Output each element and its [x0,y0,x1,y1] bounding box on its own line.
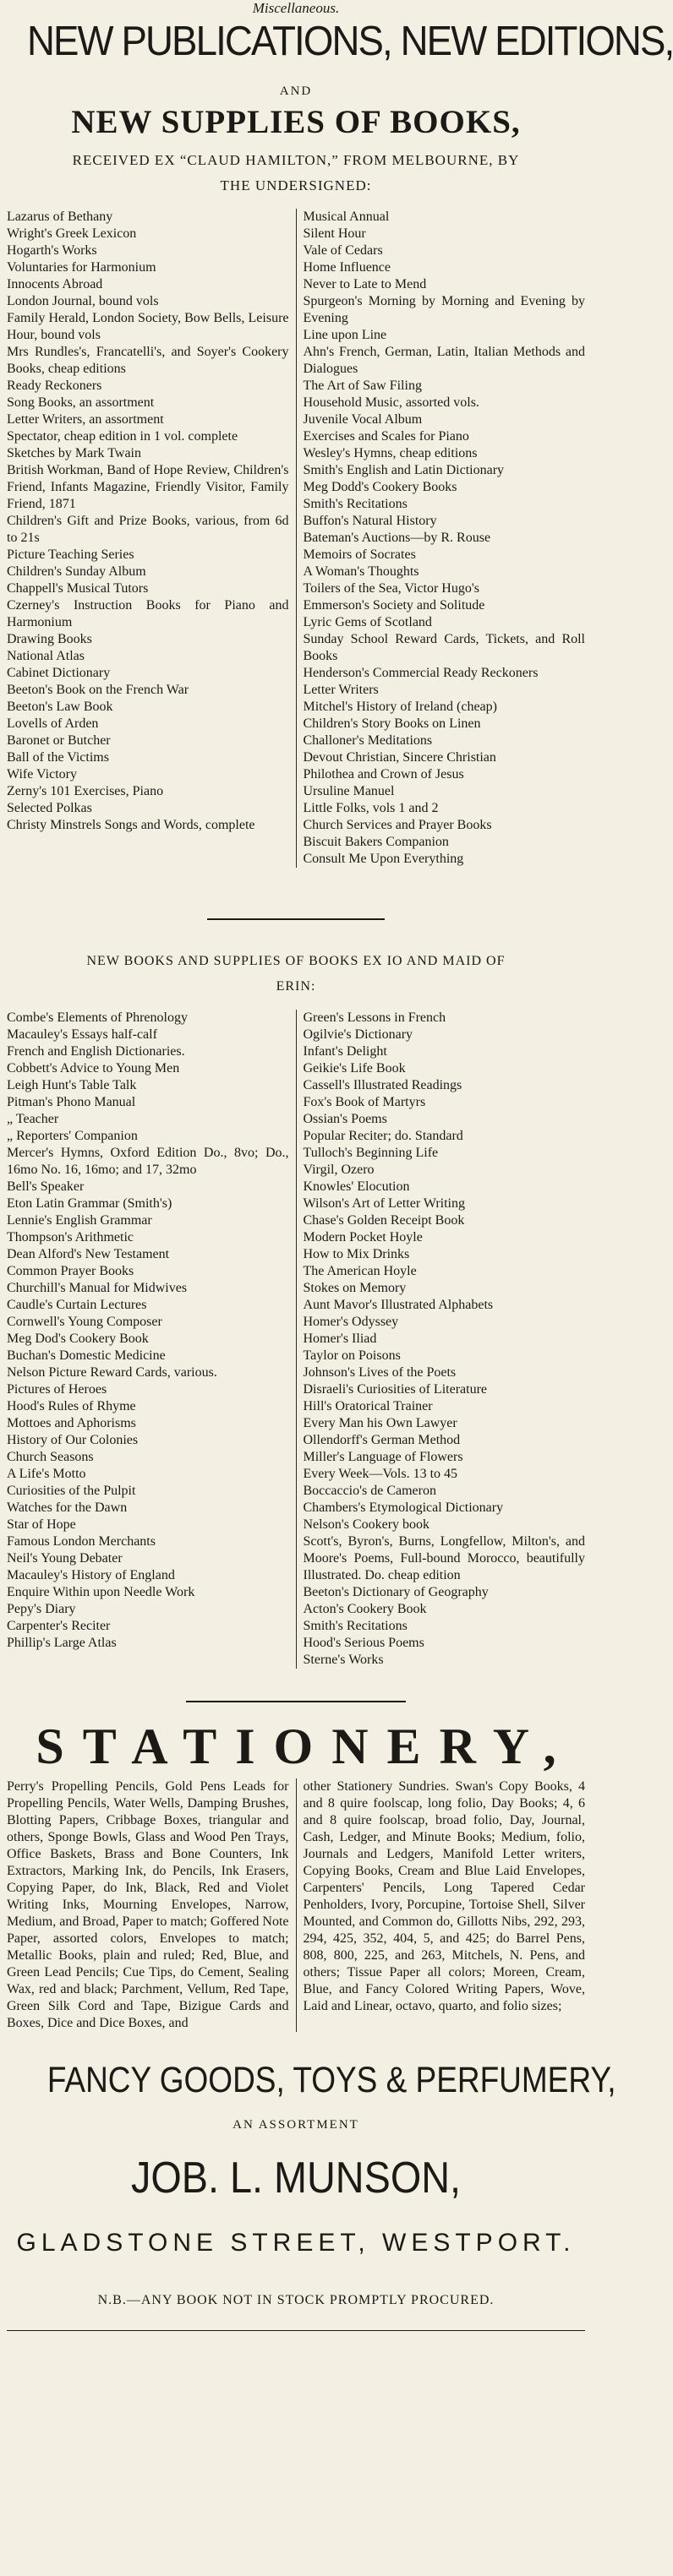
book-list-2 [7,1010,585,1669]
fancy-goods-heading: FANCY GOODS, TOYS & PERFUMERY, [47,2060,616,2100]
book-list-1-right-column [297,209,586,868]
book-list-item: Hogarth's Works [7,243,97,258]
book-list-item: Famous London Merchants [7,1534,156,1549]
book-list-item: Johnson's Lives of the Poets [303,1365,457,1380]
book-list-item: Family Herald, London Society, Bow Bells, Leisure Hour, bound vols [7,311,289,342]
book-list-item: Lazarus of Bethany [7,210,113,224]
book-list-item: National Atlas [7,649,85,663]
book-list-item: Sunday School Reward Cards, Tickets, and Roll Books [303,632,585,663]
book-list-item: Common Prayer Books [7,1264,134,1278]
book-list-item: Wilson's Art of Letter Writing [303,1196,465,1211]
book-list-item: French and English Dictionaries. [7,1044,185,1059]
book-list-item: Church Services and Prayer Books [303,818,492,832]
book-list-item: Ossian's Poems [303,1112,387,1126]
book-list-item: Homer's Iliad [303,1332,377,1346]
book-list-item: Cassell's Illustrated Readings [303,1078,462,1092]
book-list-item: Watches for the Dawn [7,1500,128,1515]
book-list-item: Acton's Cookery Book [303,1602,427,1616]
book-list-item: Church Seasons [7,1450,94,1464]
and-text: AND [279,84,313,98]
book-list-item: Chambers's Etymological Dictionary [303,1500,504,1515]
footer-note: N.B.—ANY BOOK NOT IN STOCK PROMPTLY PROCURED. [97,2293,495,2307]
book-list-item: Cobbett's Advice to Young Men [7,1061,180,1076]
book-list-item: Disraeli's Curiosities of Literature [303,1382,487,1397]
section-2-heading-line-2: ERIN: [276,979,316,994]
book-list-item: Memoirs of Socrates [303,547,416,562]
book-list-item: Exercises and Scales for Piano [303,429,469,444]
book-list-item: How to Mix Drinks [303,1247,410,1261]
book-list-item: Home Influence [303,260,391,275]
book-list-item: Geikie's Life Book [303,1061,406,1076]
book-list-item: Hood's Serious Poems [303,1636,424,1650]
received-line [7,148,585,199]
book-list-item: Bell's Speaker [7,1179,85,1194]
book-list-item: Hood's Rules of Rhyme [7,1399,136,1413]
book-list-item: Christy Minstrels Songs and Words, complete [7,818,255,832]
book-list-item: Neil's Young Debater [7,1551,123,1566]
book-list-item: Smith's Recitations [303,1619,408,1633]
book-list-item: Philothea and Crown of Jesus [303,767,464,782]
book-list-item: „ Reporters' Companion [7,1129,138,1143]
book-list-item: Infant's Delight [303,1044,387,1059]
book-list-item: Challoner's Meditations [303,733,433,748]
book-list-item: Ursuline Manuel [303,784,395,798]
book-list-item: Drawing Books [7,632,92,646]
book-list-item: Lovells of Arden [7,716,99,731]
proprietor-name: JOB. L. MUNSON, [130,2154,462,2203]
book-list-item: Boccaccio's de Cameron [303,1484,436,1498]
section-2-heading-line-1: NEW BOOKS AND SUPPLIES OF BOOKS EX IO AND MAID OF [86,954,506,968]
book-list-item: Sterne's Works [303,1653,384,1667]
book-list-item: Leigh Hunt's Table Talk [7,1078,137,1092]
book-list-item: Meg Dod's Cookery Book [7,1332,149,1346]
book-list-item: Lennie's English Grammar [7,1213,152,1228]
book-list-item: Eton Latin Grammar (Smith's) [7,1196,172,1211]
book-list-item: Popular Reciter; do. Standard [303,1129,463,1143]
book-list-2-right-column [297,1010,586,1669]
book-list-item: Cornwell's Young Composer [7,1315,162,1329]
book-list-item: Children's Gift and Prize Books, various, from 6d to 21s [7,514,289,545]
book-list-item: Stokes on Memory [303,1281,407,1295]
book-list-item: Zerny's 101 Exercises, Piano [7,784,164,798]
book-list-item: Phillip's Large Atlas [7,1636,117,1650]
subhead: NEW SUPPLIES OF BOOKS, [71,104,521,140]
book-list-item: A Life's Motto [7,1467,86,1481]
book-list-item: Sketches by Mark Twain [7,446,141,460]
book-list-item: Cabinet Dictionary [7,666,111,680]
book-list-item: Wesley's Hymns, cheap editions [303,446,478,460]
book-list-item: Curiosities of the Pulpit [7,1484,136,1498]
book-list-item: British Workman, Band of Hope Review, Children's Friend, Infants Magazine, Friendly Visitor, Family Friend, 1871 [7,463,289,511]
book-list-item: Miller's Language of Flowers [303,1450,463,1464]
book-list-item: Ahn's French, German, Latin, Italian Methods and Dialogues [303,345,585,376]
book-list-item: Pitman's Phono Manual [7,1095,136,1109]
book-list-item: Henderson's Commercial Ready Reckoners [303,666,539,680]
book-list-item: Ball of the Victims [7,750,109,765]
book-list-item: Wright's Greek Lexicon [7,226,137,241]
book-list-item: Song Books, an assortment [7,395,155,410]
book-list-item: Buchan's Domestic Medicine [7,1348,166,1363]
book-list-item: Smith's Recitations [303,497,408,511]
book-list-item: Beeton's Dictionary of Geography [303,1585,489,1599]
book-list-item: Bateman's Auctions—by R. Rouse [303,531,491,545]
book-list-item: Ollendorff's German Method [303,1433,461,1447]
book-list-item: Tulloch's Beginning Life [303,1146,439,1160]
book-list-item: Emmerson's Society and Solitude [303,598,485,613]
book-list-item: Hill's Oratorical Trainer [303,1399,433,1413]
book-list-item: Innocents Abroad [7,277,103,291]
stationery-right: other Stationery Sundries. Swan's Copy Books, 4 and 8 quire foolscap, long folio, Day Books; 4, 6 and 8 quire foolscap, broad folio, Day, Journal, Cash, Ledger, and Minute Books; Medium, folio, Journals and Ledgers, Manifold Letter writers, Copying Books, Cream and Blue Laid Envelopes, Carpenters' Pencils, Long Tapered Cedar Penholders, Ivory, Porcupine, Tortoise Shell, Silver Mounted, and Common do, Gillotts Nibs, 292, 293, 294, 425, 352, 404, 5, and 425; do Barrel Pens, 808, 800, 225, and 263, Mitchels, N. Pens, and others; Tissue Paper all colors; Moreen, Cream, Blue, and Fancy Colored Writing Papers, Wove, Laid and Linear, octavo, quarto, and folio sizes; [303,1779,585,2013]
book-list-item: Letter Writers, an assortment [7,412,164,427]
book-list-item: Chappell's Musical Tutors [7,581,149,596]
book-list-item: Baronet or Butcher [7,733,111,748]
book-list-item: Aunt Mavor's Illustrated Alphabets [303,1298,494,1312]
book-list-2-left-column [7,1010,297,1669]
book-list-item: Knowles' Elocution [303,1179,410,1194]
book-list-item: Never to Late to Mend [303,277,427,291]
book-list-item: Silent Hour [303,226,366,241]
section-label: Miscellaneous. [252,0,340,16]
book-list-item: Caudle's Curtain Lectures [7,1298,147,1312]
book-list-item: Mottoes and Aphorisms [7,1416,136,1430]
book-list-item: Carpenter's Reciter [7,1619,111,1633]
book-list-item: Scott's, Byron's, Burns, Longfellow, Milton's, and Moore's Poems, Full-bound Morocco, beautifully Illustrated. Do. cheap edition [303,1534,585,1582]
assortment-text: AN ASSORTMENT [233,2118,359,2132]
book-list-item: Little Folks, vols 1 and 2 [303,801,439,815]
book-list-item: A Woman's Thoughts [303,564,419,579]
book-list-item: Biscuit Bakers Companion [303,835,449,849]
book-list-item: Chase's Golden Receipt Book [303,1213,465,1228]
book-list-item: Combe's Elements of Phrenology [7,1010,188,1025]
book-list-item: Wife Victory [7,767,77,782]
book-list-1-left-column [7,209,297,868]
book-list-item: Dean Alford's New Testament [7,1247,170,1261]
book-list-item: Enquire Within upon Needle Work [7,1585,195,1599]
book-list-item: Nelson's Cookery book [303,1517,430,1532]
headline: NEW PUBLICATIONS, NEW EDITIONS, [26,19,673,64]
stationery-left: Perry's Propelling Pencils, Gold Pens Leads for Propelling Pencils, Water Wells, Damping Brushes, Blotting Papers, Cribbage Boxes, triangular and others, Sponge Bowls, Glass and Wood Pen Trays, Office Baskets, Brass and Bone Counters, Ink Extractors, Marking Ink, do Pencils, Ink Erasers, Copying Paper, do Ink, Black, Red and Violet Writing Inks, Mourning Envelopes, Narrow, Medium, and Broad, Paper to match; Goffered Note Paper, assorted colors, Envelopes to match; Metallic Books, plain and ruled; Red, Blue, and Green Lead Pencils; Cue Tips, do Cement, Sealing Wax, red and black; Parchment, Vellum, Red Tape, Green Silk Cord and Tape, Bizigue Cards and Boxes, Dice and Dice Boxes, and [7,1778,297,2032]
book-list-item: Pictures of Heroes [7,1382,107,1397]
received-line-2: THE UNDERSIGNED: [220,177,372,193]
received-line-1: RECEIVED EX “CLAUD HAMILTON,” FROM MELBOURNE, BY [72,152,520,168]
book-list-item: Meg Dodd's Cookery Books [303,480,457,494]
book-list-item: Pepy's Diary [7,1602,76,1616]
book-list-item: Children's Sunday Album [7,564,146,579]
stationery-title: STATIONERY, [36,1718,575,1774]
book-list-item: Devout Christian, Sincere Christian [303,750,496,765]
book-list-item: Ogilvie's Dictionary [303,1027,413,1042]
book-list-item: Czerney's Instruction Books for Piano and Harmonium [7,598,289,629]
book-list-item: „ Teacher [7,1112,59,1126]
book-list-item: Consult Me Upon Everything [303,852,464,866]
book-list-item: Thompson's Arithmetic [7,1230,134,1244]
book-list-item: The American Hoyle [303,1264,417,1278]
book-list-item: Spectator, cheap edition in 1 vol. complete [7,429,238,444]
book-list-item: Taylor on Poisons [303,1348,401,1363]
book-list-item: Musical Annual [303,210,390,224]
book-list-item: Household Music, assorted vols. [303,395,479,410]
book-list-item: Star of Hope [7,1517,76,1532]
book-list-item: Smith's English and Latin Dictionary [303,463,505,477]
book-list-item: Mercer's Hymns, Oxford Edition Do., 8vo; Do., 16mo No. 16, 16mo; and 17, 32mo [7,1146,289,1177]
book-list-item: Beeton's Law Book [7,700,113,714]
book-list-item: Churchill's Manual for Midwives [7,1281,188,1295]
book-list-item: Virgil, Ozero [303,1163,375,1177]
stationery-body [7,1778,585,2032]
book-list-item: Mitchel's History of Ireland (cheap) [303,700,497,714]
book-list-item: Mrs Rundles's, Francatelli's, and Soyer's Cookery Books, cheap editions [7,345,289,376]
book-list-item: Macauley's History of England [7,1568,175,1582]
shop-address: GLADSTONE STREET, WESTPORT. [16,2229,576,2257]
book-list-item: Green's Lessons in French [303,1010,446,1025]
book-list-item: Nelson Picture Reward Cards, various. [7,1365,217,1380]
book-list-item: Modern Pocket Hoyle [303,1230,423,1244]
book-list-item: Fox's Book of Martyrs [303,1095,426,1109]
book-list-item: Beeton's Book on the French War [7,683,189,697]
book-list-item: History of Our Colonies [7,1433,139,1447]
book-list-item: Line upon Line [303,328,387,342]
book-list-item: Letter Writers [303,683,379,697]
book-list-item: Macauley's Essays half-calf [7,1027,157,1042]
section-divider [207,918,385,920]
book-list-item: Homer's Odyssey [303,1315,399,1329]
book-list-item: The Art of Saw Filing [303,379,422,393]
book-list-item: Spurgeon's Morning by Morning and Evening by Evening [303,294,585,325]
book-list-item: Children's Story Books on Linen [303,716,481,731]
book-list-item: Toilers of the Sea, Victor Hugo's [303,581,479,596]
book-list-item: Voluntaries for Harmonium [7,260,156,275]
book-list-item: Lyric Gems of Scotland [303,615,432,629]
section-2-heading [7,949,585,999]
book-list-1 [7,209,585,868]
book-list-item: Buffon's Natural History [303,514,437,528]
book-list-item: Ready Reckoners [7,379,102,393]
bottom-rule [7,2330,585,2331]
section-divider-2 [186,1701,406,1702]
book-list-item: London Journal, bound vols [7,294,159,308]
book-list-item: Juvenile Vocal Album [303,412,423,427]
book-list-item: Picture Teaching Series [7,547,134,562]
book-list-item: Every Man his Own Lawyer [303,1416,457,1430]
book-list-item: Selected Polkas [7,801,92,815]
book-list-item: Every Week—Vols. 13 to 45 [303,1467,458,1481]
book-list-item: Vale of Cedars [303,243,383,258]
